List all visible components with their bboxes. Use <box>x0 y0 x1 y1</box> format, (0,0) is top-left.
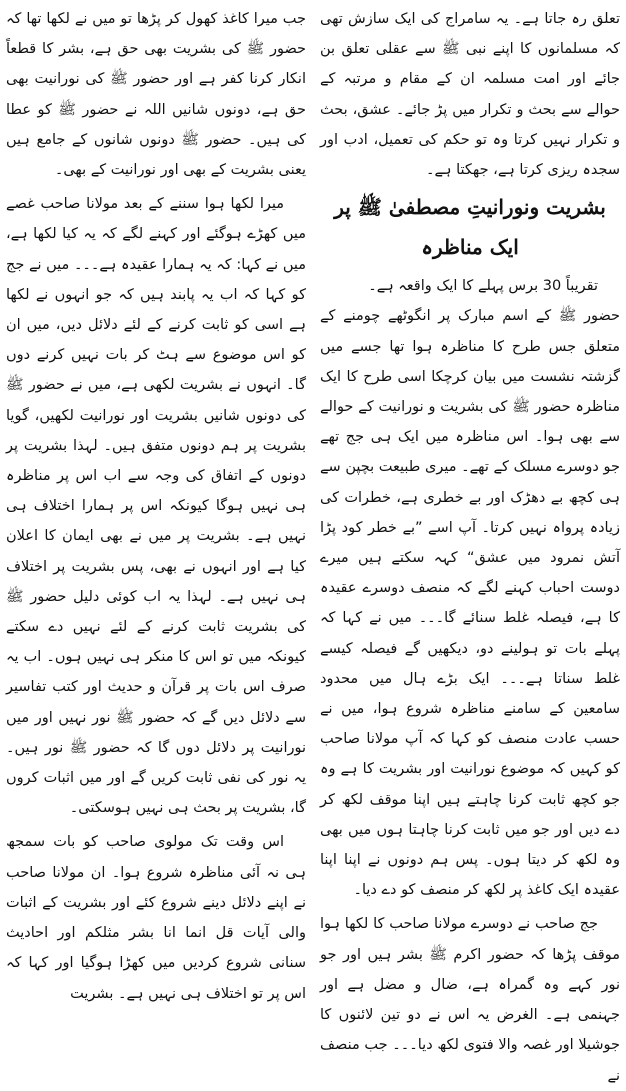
section-heading: بشریت ونورانیتِ مصطفیٰ ﷺ پر ایک مناظرہ <box>334 195 606 260</box>
left-paragraph-2: میرا لکھا ہوا سننے کے بعد مولانا صاحب غصے میں کھڑے ہوگئے اور کہنے لگے کہ یہ کیا لکھا ہے، میں نے کہا: کہ یہ ہمارا عقیدہ ہے۔۔۔ میں نے جج کو کہا کہ اب یہ پابند ہیں کہ جو انہوں نے لکھا ہے اسی کو ثابت کرنے کے لئے دلائل دیں، میں ان کو اس موضوع سے ہٹ کر بات نہیں کرنے دوں گا۔ انہوں نے بشریت لکھی ہے، میں نے حضور ﷺ کی دونوں شانیں بشریت اور نورانیت لکھیں، گویا بشریت پر ہم دونوں متفق ہیں۔ لہذا بشریت پر دونوں کے اتفاق کی وجہ سے اب اس پر مناظرہ ہی نہیں ہوگا کیونکہ اس پر ہمارا اختلاف ہی نہیں ہے۔ بشریت پر میں نے بھی ایمان کا اعلان کیا ہے اور انہوں نے بھی، پس بشریت پر اختلاف ہی نہیں ہے۔ لہذا یہ اب کوئی دلیل حضور ﷺ کی بشریت ثابت کرنے کے لئے نہیں دے سکتے کیونکہ میں تو اس کا منکر ہی نہیں ہوں۔ اب یہ صرف اس بات پر قرآن و حدیث اور کتب تفاسیر سے دلائل دیں گے کہ حضور ﷺ نور نہیں اور میں نورانیت پر دلائل دوں گا کہ حضور ﷺ نور ہیں۔ یہ نور کی نفی ثابت کریں گے اور میں اثبات کروں گا، بشریت پر بحث ہی نہیں ہوسکتی۔ <box>6 196 306 817</box>
left-column <box>6 4 306 1002</box>
right-column <box>320 4 620 1084</box>
left-paragraph-1: جب میرا کاغذ کھول کر پڑھا تو میں نے لکھا تھا کہ حضور ﷺ کی بشریت بھی حق ہے، بشر کا قطعاً انکار کرنا کفر ہے اور حضور ﷺ کی نورانیت بھی حق ہے، دونوں شانیں اللہ نے حضور ﷺ کو عطا کی ہیں۔ حضور ﷺ دونوں شانوں کے جامع ہیں یعنی بشریت کے بھی اور نورانیت کے بھی۔ <box>6 11 306 179</box>
right-paragraph-1: تعلق رہ جاتا ہے۔ یہ سامراج کی ایک سازش تھی کہ مسلمانوں کا اپنے نبی ﷺ سے عقلی تعلق بن جائے اور امت مسلمہ ان کے مقام و مرتبہ کے حوالے سے بحث و تکرار میں پڑ جائے۔ عشق، بحث و تکرار نہیں کرتا وہ تو حکم کی تعمیل، ادب اور سجدہ ریزی کرتا ہے، جھکتا ہے۔ <box>320 11 620 179</box>
left-paragraph-3: اس وقت تک مولوی صاحب کو بات سمجھ ہی نہ آئی مناظرہ شروع ہوا۔ ان مولانا صاحب نے اپنے دلائل دینے شروع کئے اور بشریت کے اثبات والی آیات قل انما انا بشر مثلکم اور احادیث سنانی شروع کردیں میں کھڑا ہوگیا اور کہا کہ اس پر تو اختلاف ہی نہیں ہے۔ بشریت <box>6 834 306 1002</box>
right-paragraph-3: حضور ﷺ کے اسم مبارک پر انگوٹھے چومنے کے متعلق جس طرح کا مناظرہ ہوا تھا جسے میں گزشتہ نشست میں بیان کرچکا اسی طرح کا ایک مناظرہ حضور ﷺ کی بشریت و نورانیت کے حوالے سے بھی ہوا۔ اس مناظرہ میں ایک ہی جج تھے جو دوسرے مسلک کے تھے۔ میری طبیعت بچپن سے ہی کچھ بے دھڑک اور بے خطری ہے، خطرات کی زیادہ پرواہ نہیں کرتا۔ آپ اسے ”بے خطر کود پڑا آتش نمرود میں عشق“ کہہ سکتے ہیں میرے دوست احباب کہنے لگے کہ منصف دوسرے عقیدہ کا ہے، فیصلہ غلط سنائے گا۔۔۔ میں نے کہا کہ پہلے بات تو ہولینے دو، دیکھیں گے فیصلہ کیسے غلط سناتا ہے۔۔۔ ایک بڑے ہال میں محدود سامعین کے سامنے مناظرہ شروع ہوا، میں نے حسب عادت منصف کو کہا کہ آپ مولانا صاحب کو کہیں کہ موضوع نورانیت اور بشریت کا ہے وہ جو کچھ ثابت کرنا چاہتے ہیں اپنا موقف لکھ کر دے دیں اور جو میں ثابت کرنا چاہتا ہوں میں بھی وہ لکھ کر دیتا ہوں۔ پس ہم دونوں نے اپنا اپنا عقیدہ ایک کاغذ پر لکھ کر منصف کو دے دیا۔ <box>320 308 620 899</box>
right-paragraph-2: تقریباً 30 برس پہلے کا ایک واقعہ ہے۔ <box>368 278 598 295</box>
right-paragraph-4: جج صاحب نے دوسرے مولانا صاحب کا لکھا ہوا موقف پڑھا کہ حضور اکرم ﷺ بشر ہیں اور جو نور کہے وہ گمراہ ہے، ضال و مضل ہے اور جہنمی ہے۔ الغرض یہ اس نے دو تین لائنوں کا جوشیلا اور غصہ والا فتوی لکھ دیا۔۔۔ جب منصف نے <box>320 916 620 1084</box>
